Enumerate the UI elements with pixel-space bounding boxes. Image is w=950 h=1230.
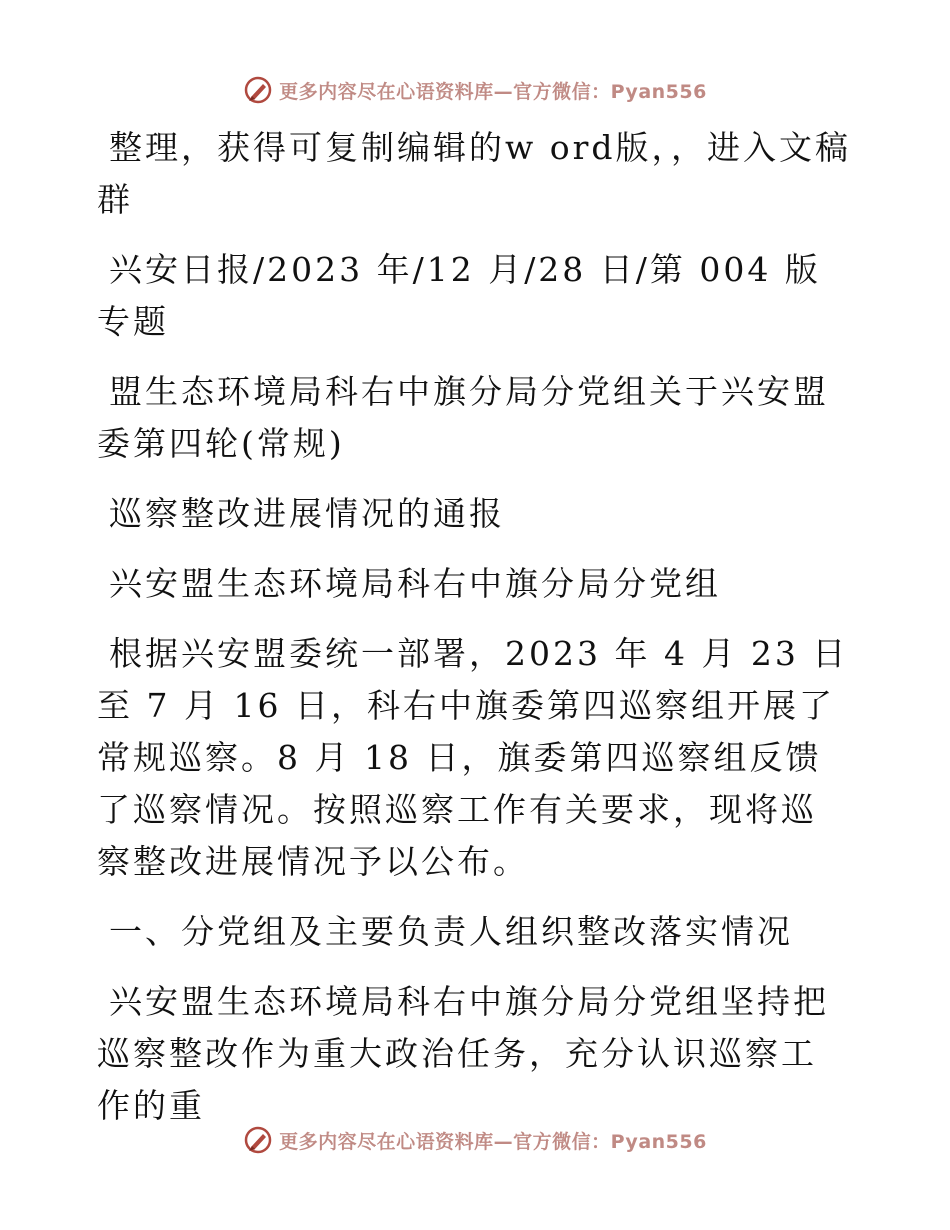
footer-watermark <box>0 1120 950 1160</box>
paragraph-title-line1: 盟生态环境局科右中旗分局分党组关于兴安盟委第四轮(常规) <box>97 372 829 463</box>
paragraph-intro: 整理，获得可复制编辑的w ord版，，进入文稿群 <box>97 128 852 219</box>
header-watermark <box>0 70 950 110</box>
paragraph-issuer: 兴安盟生态环境局科右中旗分局分党组 <box>109 564 721 603</box>
section-heading-1: 一、分党组及主要负责人组织整改落实情况 <box>109 912 793 951</box>
document-body <box>97 122 852 1150</box>
watermark-text: 更多内容尽在心语资料库—官方微信：Pyan556 <box>279 1130 707 1153</box>
paragraph-title-line2: 巡察整改进展情况的通报 <box>109 494 505 533</box>
pen-logo-icon <box>243 1125 273 1155</box>
pen-logo-icon <box>243 75 273 105</box>
paragraph-body-1: 根据兴安盟委统一部署，2023 年 4 月 23 日至 7 月 16 日，科右中旗委第四巡察组开展了常规巡察。8 月 18 日，旗委第四巡察组反馈了巡察情况。按照巡察工作有关要求，现将巡察整改进展情况予以公布。 <box>97 634 849 881</box>
watermark-text: 更多内容尽在心语资料库—官方微信：Pyan556 <box>279 80 707 103</box>
paragraph-body-2: 兴安盟生态环境局科右中旗分局分党组坚持把巡察整改作为重大政治任务，充分认识巡察工作的重 <box>97 982 829 1125</box>
paragraph-source: 兴安日报/2023 年/12 月/28 日/第 004 版专题 <box>97 250 821 341</box>
